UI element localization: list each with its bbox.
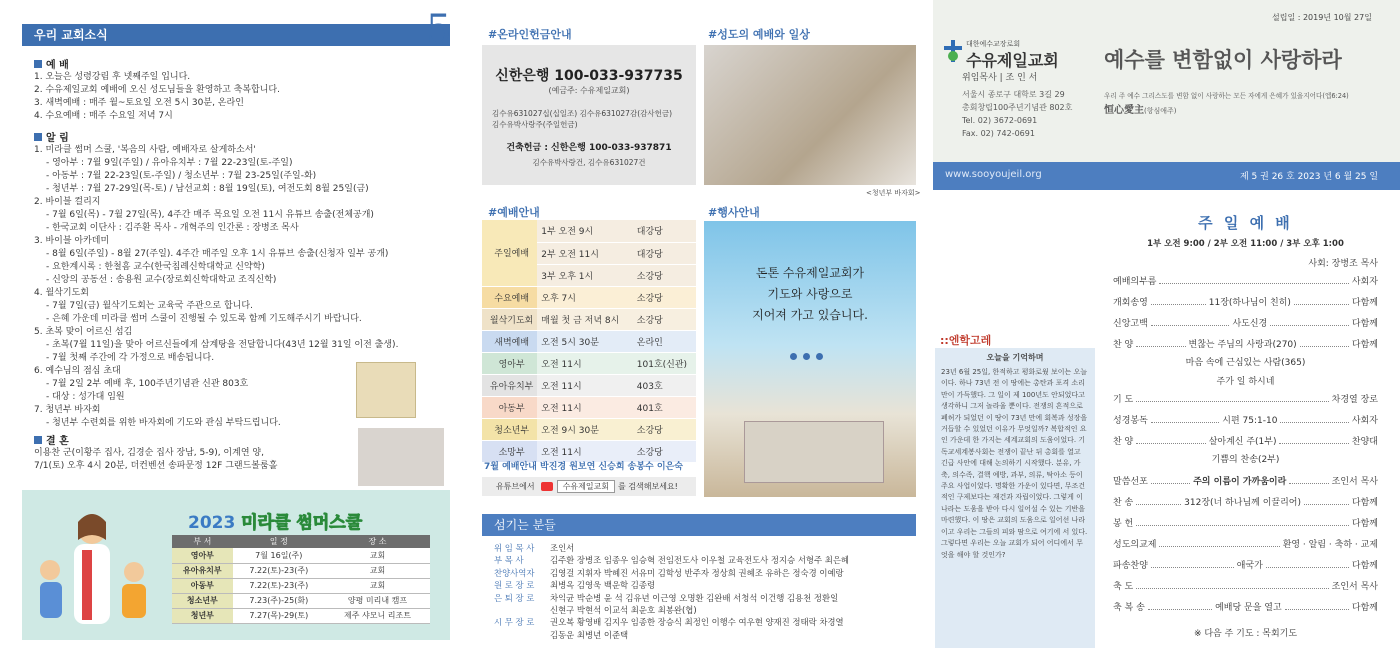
service-row: 파송찬양 애국가 다함께 — [1113, 560, 1378, 571]
service-row: 기 도 차경열 장로 — [1113, 394, 1378, 405]
service-row: 찬 송 312장(너 하나님께 이끌리어) 다함께 — [1113, 497, 1378, 508]
church-logo-icon — [944, 40, 962, 62]
notice-line: - 대상 : 성가대 임원 — [46, 392, 125, 402]
service-row: 개회송영 11장(하나님이 친히) 다함께 — [1113, 297, 1379, 308]
table-row: 아동부 7.22(토)-23(주) 교회 — [172, 578, 430, 593]
table-header: 장 소 — [325, 535, 430, 548]
service-row: 신앙고백 사도신경 다함께 — [1113, 318, 1378, 329]
notice-line: - 청년부 수련회를 위한 바자회에 기도와 관심 부탁드립니다. — [46, 418, 281, 428]
july-worship-line: 7월 예배안내 박진경 원보연 신승희 송봉수 이은숙 — [484, 462, 683, 472]
notice-line: - 7월 6일(목) - 7월 27일(목), 4주간 매주 목요일 오전 11시 유튜브 송출(전체공개) — [46, 210, 374, 220]
table-row: 3부 오후 1시 소강당 — [482, 264, 696, 286]
worship-item: 4. 수요예배 : 매주 수요일 저녁 7시 — [34, 111, 173, 121]
service-row: 말씀선포 주의 이름이 가까움이라 조인서 목사 — [1113, 476, 1378, 487]
service-title: 주 일 예 배 — [1198, 214, 1293, 232]
building-structure — [744, 421, 884, 483]
bank-info-panel — [482, 45, 696, 185]
wedding-photo — [358, 428, 444, 486]
worship-subtitle: 예 배 — [34, 56, 434, 71]
notice-title: 6. 예수님의 점심 초대 — [34, 366, 121, 376]
service-times: 1부 오전 9:00 / 2부 오전 11:00 / 3부 오후 1:00 — [1147, 239, 1344, 249]
table-row: 월삭기도회 매월 첫 금 저녁 8시 소강당 — [482, 308, 696, 330]
youtube-prefix: 유튜브에서 — [496, 482, 535, 491]
service-row: 성도의교제 환영 · 알림 · 축하 · 교제 — [1113, 539, 1378, 550]
service-hymn: 기쁨의 찬송(2부) — [1211, 455, 1280, 465]
online-offering-title: #온라인헌금안내 — [488, 28, 572, 41]
worship-guide-table — [482, 220, 696, 463]
photo-caption: <청년부 바자회> — [866, 189, 921, 197]
service-row: 축 복 송 예배당 문을 열고 다함께 — [1113, 602, 1378, 613]
table-row: 주일예배 1부 오전 9시 대강당 — [482, 220, 696, 242]
service-row: 봉 헌 다함께 — [1113, 518, 1378, 529]
notice-subtitle: 알 림 — [34, 129, 434, 144]
notice-title: 7. 청년부 바자회 — [34, 405, 101, 415]
sidebar-title: ::엔학고레 — [940, 334, 992, 347]
notice-line: - 8월 6일(주일) - 8월 27(주일). 4주간 매주일 오후 1시 유튜브 송출(신청자 일부 공개) — [46, 249, 389, 259]
youtube-suffix: 를 검색해보세요! — [618, 482, 678, 491]
daily-life-title: #성도의 예배와 일상 — [708, 28, 810, 41]
table-row: 영아부 오전 11시 101호(신관) — [482, 352, 696, 374]
youtube-icon — [541, 482, 553, 491]
summer-school-table — [172, 535, 430, 624]
bank-account: 신한은행 100-033-937735 — [495, 68, 683, 84]
slogan-verse: 우리 주 예수 그리스도를 변함 없이 사랑하는 모든 자에게 은혜가 있을지어다(엡6:24) — [1104, 92, 1349, 100]
staff-section-header: 섬기는 분들 — [482, 514, 916, 536]
table-row: 청년부 7.27(목)-29(토) 제주 샤모니 리조트 — [172, 608, 430, 623]
building-fund-note: 김수유박사랑건, 김수유631027건 — [532, 158, 646, 167]
service-row: 찬 양 변찮는 주님의 사랑과(270) 다함께 — [1113, 339, 1379, 350]
page-number: 5 — [426, 7, 452, 53]
table-row: 영아부 7월 16일(주) 교회 — [172, 548, 430, 563]
notice-line: - 7월 7일(금) 월삭기도회는 교육국 주관으로 합니다. — [46, 301, 253, 311]
worship-item: 2. 수유제일교회 예배에 오신 성도님들을 환영하고 축복합니다. — [34, 85, 280, 95]
bank-note: 김수유631027십(십일조) 김수유631027감(감사헌금) — [492, 109, 673, 118]
construction-photo — [704, 221, 916, 497]
notice-line: - 초복(7월 11일)을 맞아 어르신들에게 삼계탕을 전달합니다(43년 12월 31일 이전 출생). — [46, 340, 399, 350]
news-section-header: 우리 교회소식 — [22, 24, 450, 46]
service-row: 찬 양 살아계신 주(1부) 찬양대 — [1113, 436, 1378, 447]
notice-title: 3. 바이블 아카데미 — [34, 236, 110, 246]
sidebar-subtitle: 오늘을 기억하며 — [986, 353, 1044, 362]
table-header: 부 서 — [172, 535, 233, 548]
staff-row: 은 퇴 장 로 차익균 박순병 윤 석 김유년 이근영 오명환 김완배 서청석 이건행 김용천 정환일 — [494, 592, 839, 603]
table-row: 유아유치부 7.22(토)-23(주) 교회 — [172, 563, 430, 578]
table-row: 아동부 오전 11시 401호 — [482, 396, 696, 418]
service-row: 축 도 조인서 목사 — [1113, 581, 1378, 592]
worship-guide-title: #예배안내 — [488, 206, 540, 219]
event-text: 돈톤 수유제일교회가 기도와 사랑으로 지어져 가고 있습니다. — [752, 266, 868, 322]
staff-row: 신현구 박현석 이교석 최운호 최봉완(협) — [550, 605, 697, 616]
youtube-search-term: 수유제일교회 — [557, 480, 615, 493]
table-row: 소망부 오전 11시 소강당 — [482, 440, 696, 462]
service-leader: 사회: 장병조 목사 — [1308, 259, 1378, 269]
address-block: 서울시 종로구 대학로 3길 29 총회창립100주년기념관 802호 Tel. 02) 3672-0691 Fax. 02) 742-0691 — [962, 90, 1073, 138]
enhakkore-column — [935, 348, 1095, 648]
bank-holder: (예금주: 수유제일교회) — [548, 86, 630, 95]
notice-title: 2. 바이블 컬리지 — [34, 197, 101, 207]
table-header: 일 정 — [233, 535, 325, 548]
founded-date: 설립일 : 2019년 10월 27일 — [1272, 13, 1372, 22]
notice-line: - 신앙의 공동선 : 송용원 교수(장로회신학대학교 조직신학) — [46, 275, 277, 285]
staff-row: 시 무 장 로 권오복 황영배 김지우 임종한 장승식 최정인 이행수 여우현 양재진 정태락 차경열 — [494, 617, 844, 628]
service-row: 예배의부름 사회자 — [1113, 276, 1378, 287]
bazaar-photo — [704, 45, 916, 185]
table-row: 수요예배 오후 7시 소강당 — [482, 286, 696, 308]
table-row: 새벽예배 오전 5시 30분 온라인 — [482, 330, 696, 352]
table-row: 청소년부 7.23(주)-25(화) 양평 미리내 캠프 — [172, 593, 430, 608]
staff-list — [494, 542, 914, 641]
youtube-banner[interactable] — [482, 477, 696, 496]
sidebar-body: 23년 6월 25일, 한적하고 평화로웠 보이는 오늘이다. 하나 73년 전 이 땅에는 총탄과 포격 소리만이 가득했다. 그 일이 제 100년도 안되었다고 생각하니 그저 놀라울 뿐이다. 전쟁의 흔적으로 폐허가 되었던 이 땅이 73년 만에 회복과 성장을 거듭할 수 있었던 이유가 무엇일까? 복합적인 요인 가운데 한 가지는 세계교회의 도움이었다. 기독교세계봉사회는 전쟁이 끝난 뒤 총회를 열고 긴급 사안에 대해 논의하기 시작했다. 분유, 가축, 의수족, 결핵 예방, 과부, 의류, 탁아소 등이 주요 사업이었다. 명확한 가운이 있다면, 무조건적인 구제보다는 재건과 자립이었다. 그렇게 이 나라는 도움을 받아 다시 일어설 수 있는 기반을 마련했다. 이 땅은 교회의 도움으로 일어선 나라이고 우리는 그들의 피와 땀으로 여기에 서 있다. 그렇다면 우리는 오늘 교회가 되어 어디에서 무엇을 해야 할 것인가? — [941, 368, 1088, 559]
notice-line: - 영아부 : 7월 9일(주일) / 유아유치부 : 7월 22-23일(토-주일) — [46, 158, 293, 168]
notice-title: 4. 월삭기도회 — [34, 288, 89, 298]
staff-row: 찬양사역자 김영걸 지휘자 박혜진 서유미 김학성 반주자 정상희 권혜조 유하은 정숙경 이예랑 — [494, 567, 844, 578]
next-week-prayer: ※ 다음 주 기도 : 목회기도 — [1193, 629, 1298, 639]
building-fund-account: 건축헌금 : 신한은행 100-033-937871 — [506, 143, 672, 153]
table-row: 2부 오전 11시 대강당 — [482, 242, 696, 264]
worship-item: 1. 오늘은 성령강림 후 넷째주일 입니다. — [34, 72, 191, 82]
summer-school-title: 2023 미라클 썸머스쿨 — [188, 513, 363, 533]
wedding-subtitle: 결 혼 — [34, 432, 434, 447]
bank-note: 김수유박사랑주(주일헌금) — [492, 120, 578, 129]
event-guide-title: #행사안내 — [708, 206, 760, 219]
carousel-dots[interactable] — [790, 353, 823, 360]
table-row: 청소년부 오전 9시 30분 소강당 — [482, 418, 696, 440]
service-hymn: 마음 속에 근심있는 사람(365) — [1185, 358, 1306, 368]
denomination: 대한예수교장로회 — [966, 40, 1021, 48]
notice-line: - 청년부 : 7월 27-29일(목-토) / 남선교회 : 8월 19일(토), 여전도회 8월 25일(금) — [46, 184, 369, 194]
notice-line: - 7월 2일 2부 예배 후, 100주년기념관 신관 803호 — [46, 379, 249, 389]
notice-line: - 7월 첫째 주간에 각 가정으로 배송됩니다. — [46, 353, 215, 363]
table-row: 유아유치부 오전 11시 403호 — [482, 374, 696, 396]
church-slogan: 예수를 변함없이 사랑하라 — [1104, 48, 1342, 72]
notice-line: - 요한계시록 : 한철흠 교수(한국침례신학대학교 신약학) — [46, 262, 265, 272]
jesus-children-illustration — [22, 500, 162, 640]
wedding-line: 7/1(토) 오후 4시 20분, 더컨벤션 송파문정 12F 그랜드볼룸홀 — [34, 461, 278, 471]
notice-title: 1. 미라클 썸머 스쿨, '복음의 사람, 예배자로 살게하소서' — [34, 145, 256, 155]
church-name: 수유제일교회 — [966, 51, 1059, 70]
issue-number: 제 5 권 26 호 2023 년 6 월 25 일 — [1240, 172, 1379, 182]
notice-line: - 은혜 가운데 미라클 썸머 스쿨이 진행될 수 있도록 함께 기도해주시기 바랍니다. — [46, 314, 362, 324]
notice-title: 5. 초복 맞이 어르신 섬김 — [34, 327, 133, 337]
staff-row: 부 목 사 김주환 장병조 임종우 임승혁 전임전도사 이우철 교육전도사 정지승 서형주 최은혜 — [494, 555, 850, 566]
service-hymn: 주가 일 하시네 — [1216, 377, 1275, 387]
senior-pastor: 위임목사 | 조 인 서 — [962, 73, 1038, 83]
wedding-line: 이용찬 군(이황주 집사, 김경순 집사 장남, 5-9), 이계연 양, — [34, 448, 264, 458]
gift-photo — [356, 362, 416, 418]
staff-row: 원 로 장 로 최병옥 김영욱 백운학 김종령 — [494, 580, 656, 591]
staff-row: 김동운 최병년 이준택 — [550, 629, 629, 640]
worship-item: 3. 새벽예배 : 매주 월~토요일 오전 5시 30분, 온라인 — [34, 98, 244, 108]
service-row: 성경봉독 시편 75:1-10 사회자 — [1113, 415, 1379, 426]
staff-row: 위 임 목 사 조인서 — [494, 543, 575, 553]
notice-line: - 아동부 : 7월 22-23일(토-주일) / 청소년부 : 7월 23-25일(주일-화) — [46, 171, 317, 181]
hanja-motto: 恒心愛主(항심애주) — [1104, 105, 1177, 116]
notice-line: - 한국교회 이단사 : 김주환 목사 - 개혁주의 인간론 : 장병조 목사 — [46, 223, 299, 233]
website-link[interactable]: www.sooyoujeil.org — [945, 169, 1042, 180]
